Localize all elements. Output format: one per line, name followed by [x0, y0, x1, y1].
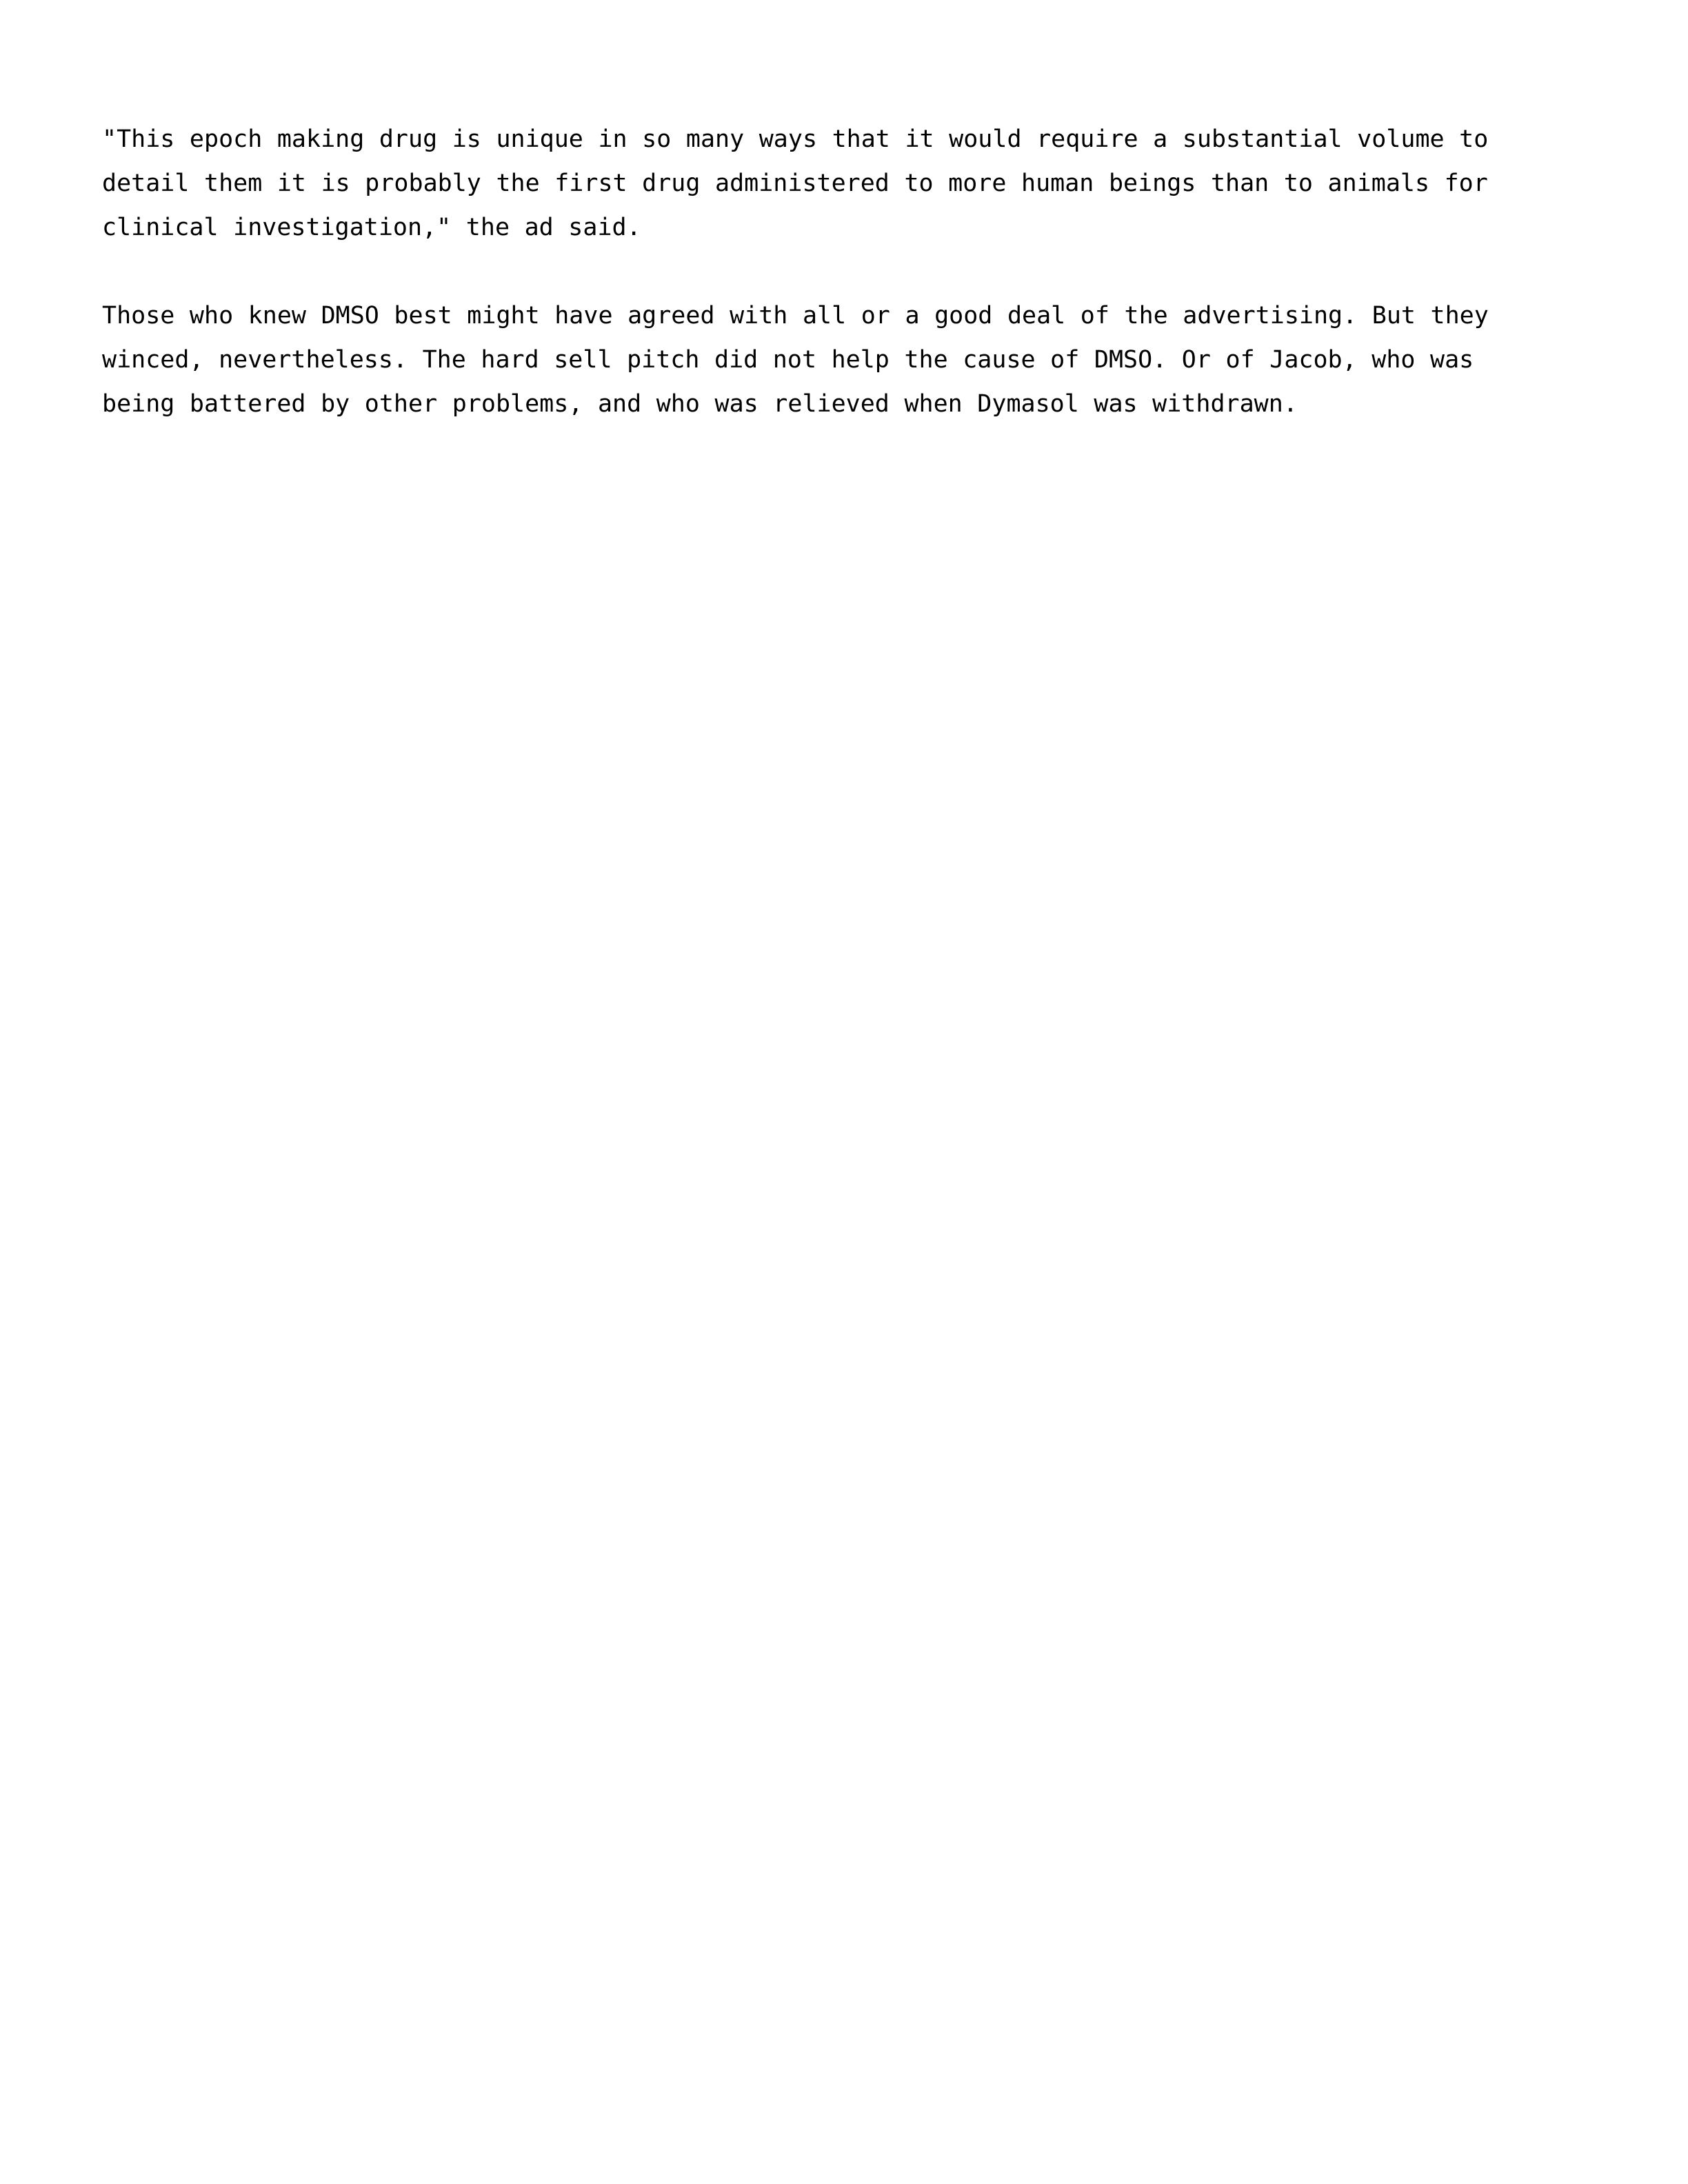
document-body	[102, 117, 1550, 426]
paragraph-dmso-reaction: Those who knew DMSO best might have agreed with all or a good deal of the advertising. But they winced, nevertheless. The hard sell pitch did not help the cause of DMSO. Or of Jacob, who was being battered by other problems, and who was relieved when Dymasol was withdrawn.	[102, 302, 1504, 418]
paragraph-quote-ad: "This epoch making drug is unique in so many ways that it would require a substantial volume to detail them it is probably the first drug administered to more human beings than to animals for clinical investigation," the ad said.	[102, 125, 1503, 241]
